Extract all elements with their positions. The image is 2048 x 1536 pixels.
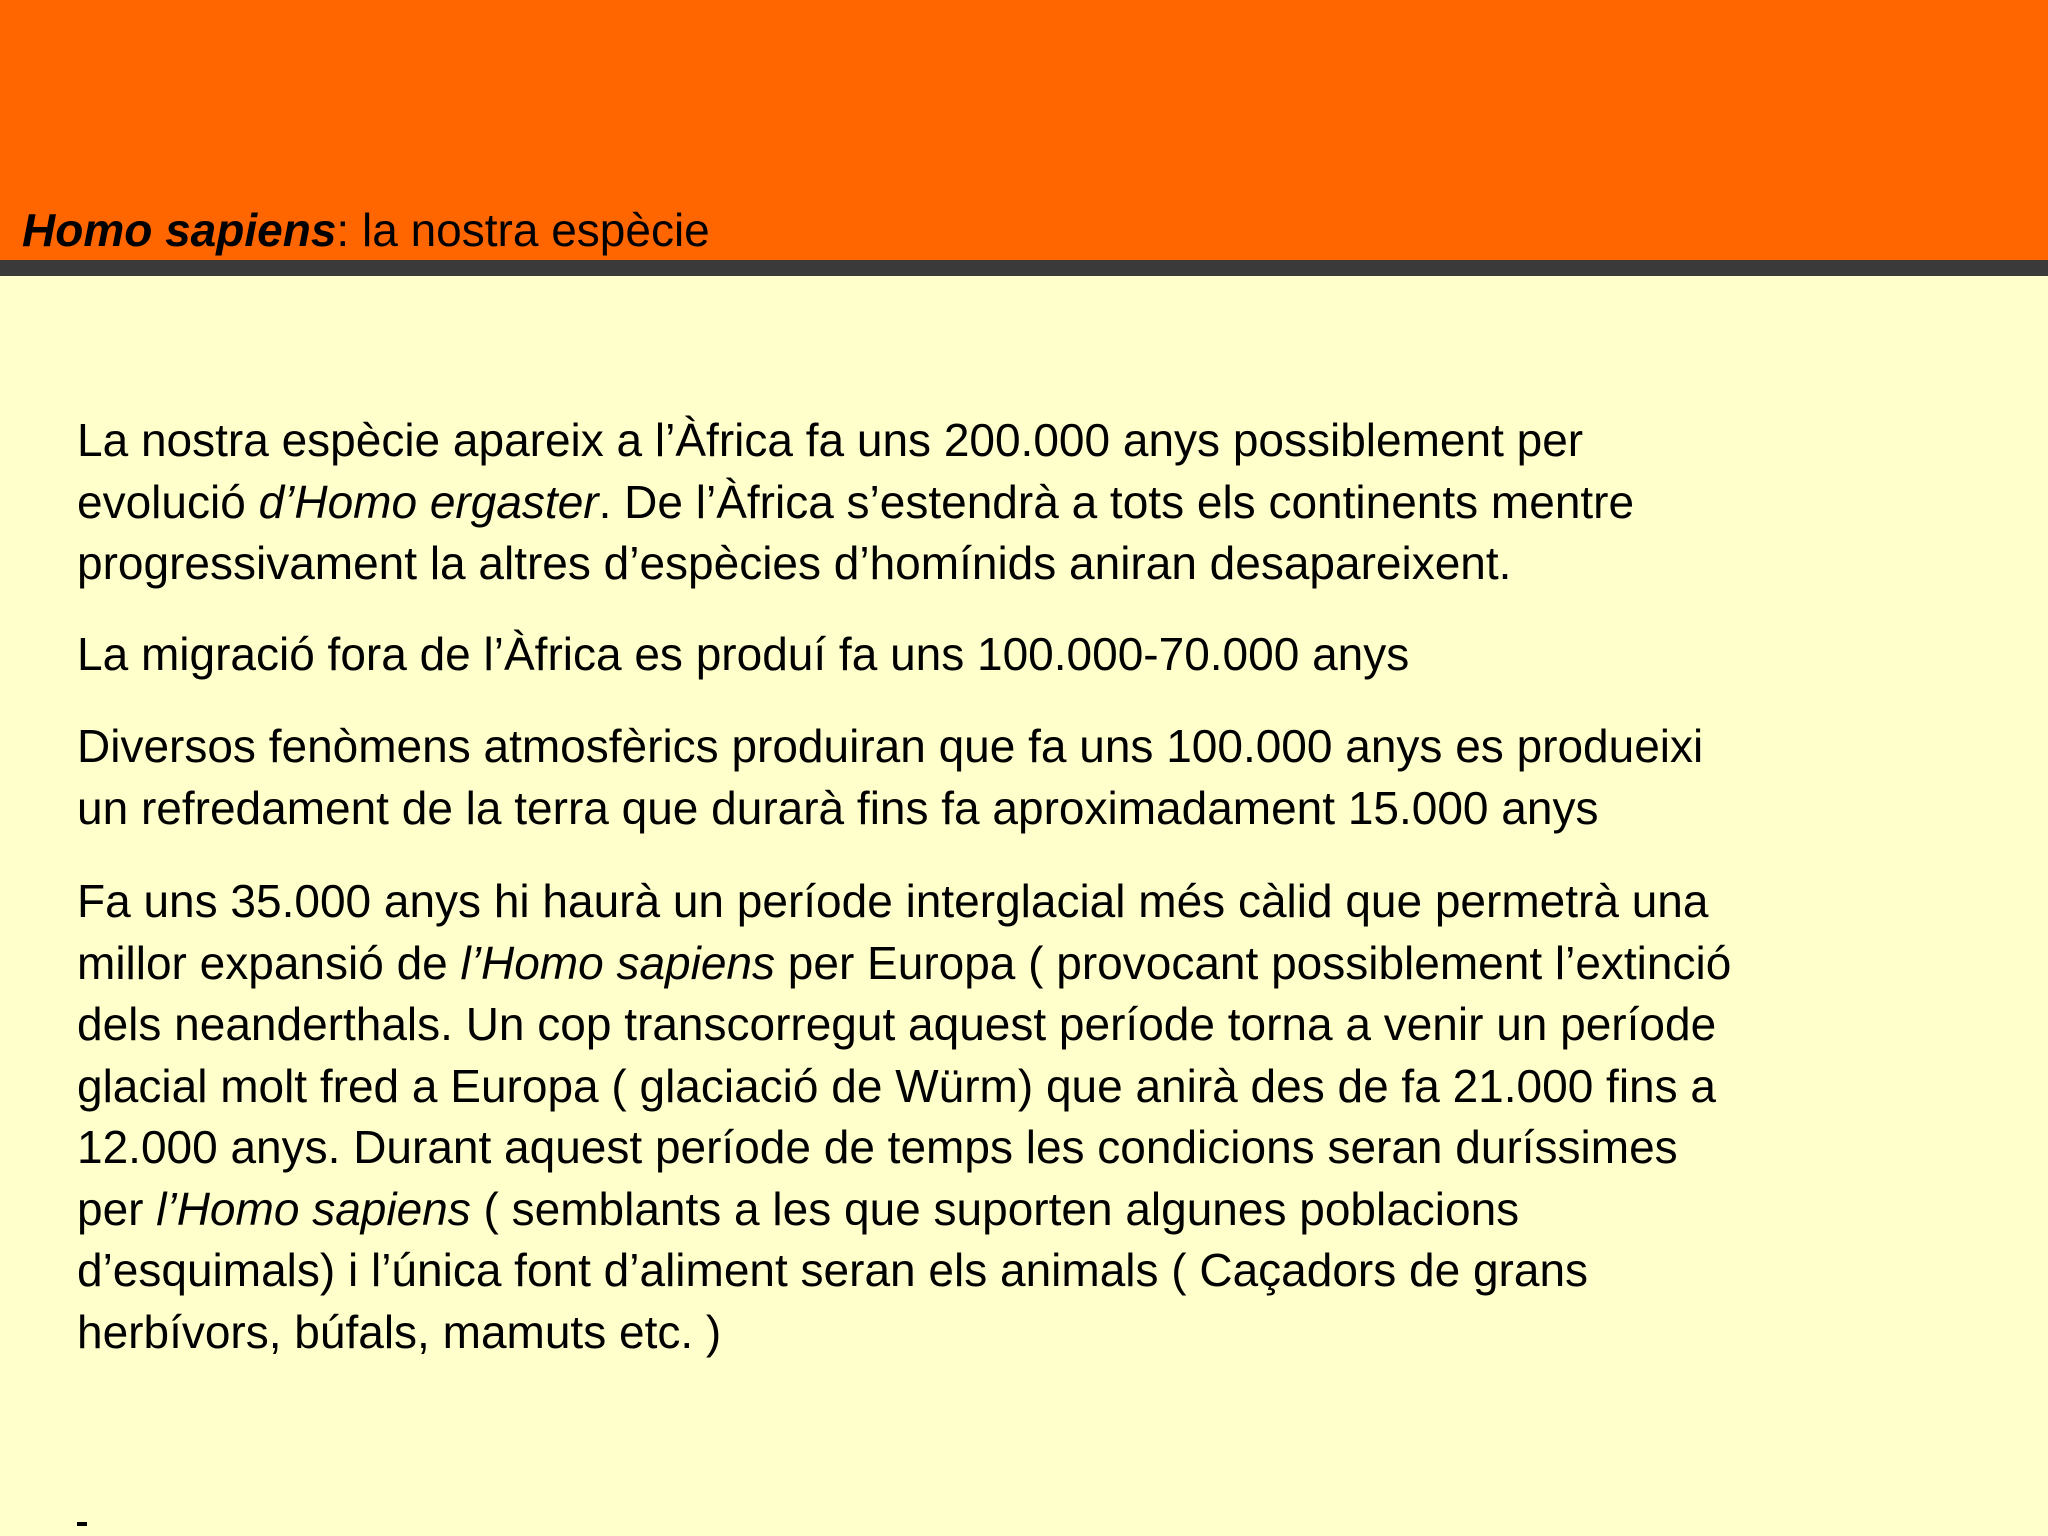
- text-run: 12.000 anys. Durant aquest període de temps les condicions seran duríssimes: [77, 1121, 1678, 1173]
- header-divider: [0, 260, 2048, 276]
- text-run: dels neanderthals. Un cop transcorregut aquest període torna a venir un període: [77, 998, 1717, 1050]
- text-run: d’esquimals) i l’única font d’aliment seran els animals ( Caçadors de grans: [77, 1244, 1589, 1296]
- text-run: millor expansió de: [77, 936, 461, 989]
- text-line: [77, 778, 1703, 840]
- text-line: [77, 533, 1634, 595]
- paragraph-migration: [77, 624, 1409, 686]
- text-line: [77, 1056, 1731, 1118]
- text-run: un refredament de la terra que durarà fins fa aproximadament 15.000 anys: [77, 781, 1599, 834]
- text-run: progressivament la altres d’espècies d’homínids aniran desapareixent.: [77, 537, 1512, 589]
- species-name-italic: l’Homo sapiens: [156, 1182, 471, 1235]
- text-line: [77, 1240, 1731, 1302]
- text-line: [77, 624, 1409, 686]
- text-line: [77, 994, 1731, 1056]
- text-run: . De l’Àfrica s’estendrà a tots els continents mentre: [598, 475, 1635, 528]
- paragraph-origin: [77, 410, 1634, 595]
- text-line: [77, 933, 1731, 995]
- text-run: La migració fora de l’Àfrica es produí fa uns 100.000-70.000 anys: [77, 628, 1410, 680]
- text-line: [77, 1117, 1731, 1179]
- text-line: [77, 1179, 1731, 1241]
- text-run: per: [77, 1182, 157, 1235]
- text-run: Fa uns 35.000 anys hi haurà un període interglacial més càlid que permetrà una: [77, 875, 1709, 927]
- stray-mark: [77, 1522, 87, 1526]
- text-run: evolució: [77, 475, 259, 528]
- text-run: La nostra espècie apareix a l’Àfrica fa uns 200.000 anys possiblement per: [77, 414, 1584, 466]
- species-name-italic: d’Homo ergaster: [258, 475, 599, 528]
- text-line: [77, 472, 1634, 534]
- text-line: [77, 410, 1634, 472]
- text-run: per Europa ( provocant possiblement l’extinció: [775, 936, 1732, 989]
- title-species-name: Homo sapiens: [22, 204, 337, 256]
- text-line: [77, 716, 1703, 778]
- paragraph-interglacial: [77, 871, 1731, 1363]
- species-name-italic: l’Homo sapiens: [460, 936, 776, 989]
- text-run: glacial molt fred a Europa ( glaciació de Würm) que anirà des de fa 21.000 fins a: [77, 1059, 1716, 1112]
- title-subtitle: : la nostra espècie: [336, 204, 710, 256]
- text-run: Diversos fenòmens atmosfèrics produiran que fa uns 100.000 anys es produeixi: [77, 720, 1704, 772]
- text-line: [77, 871, 1731, 933]
- text-run: herbívors, búfals, mamuts etc. ): [77, 1305, 722, 1358]
- slide-title: [22, 202, 710, 258]
- text-run: ( semblants a les que suporten algunes poblacions: [470, 1182, 1520, 1235]
- text-line: [77, 1302, 1731, 1364]
- paragraph-climate: [77, 716, 1703, 839]
